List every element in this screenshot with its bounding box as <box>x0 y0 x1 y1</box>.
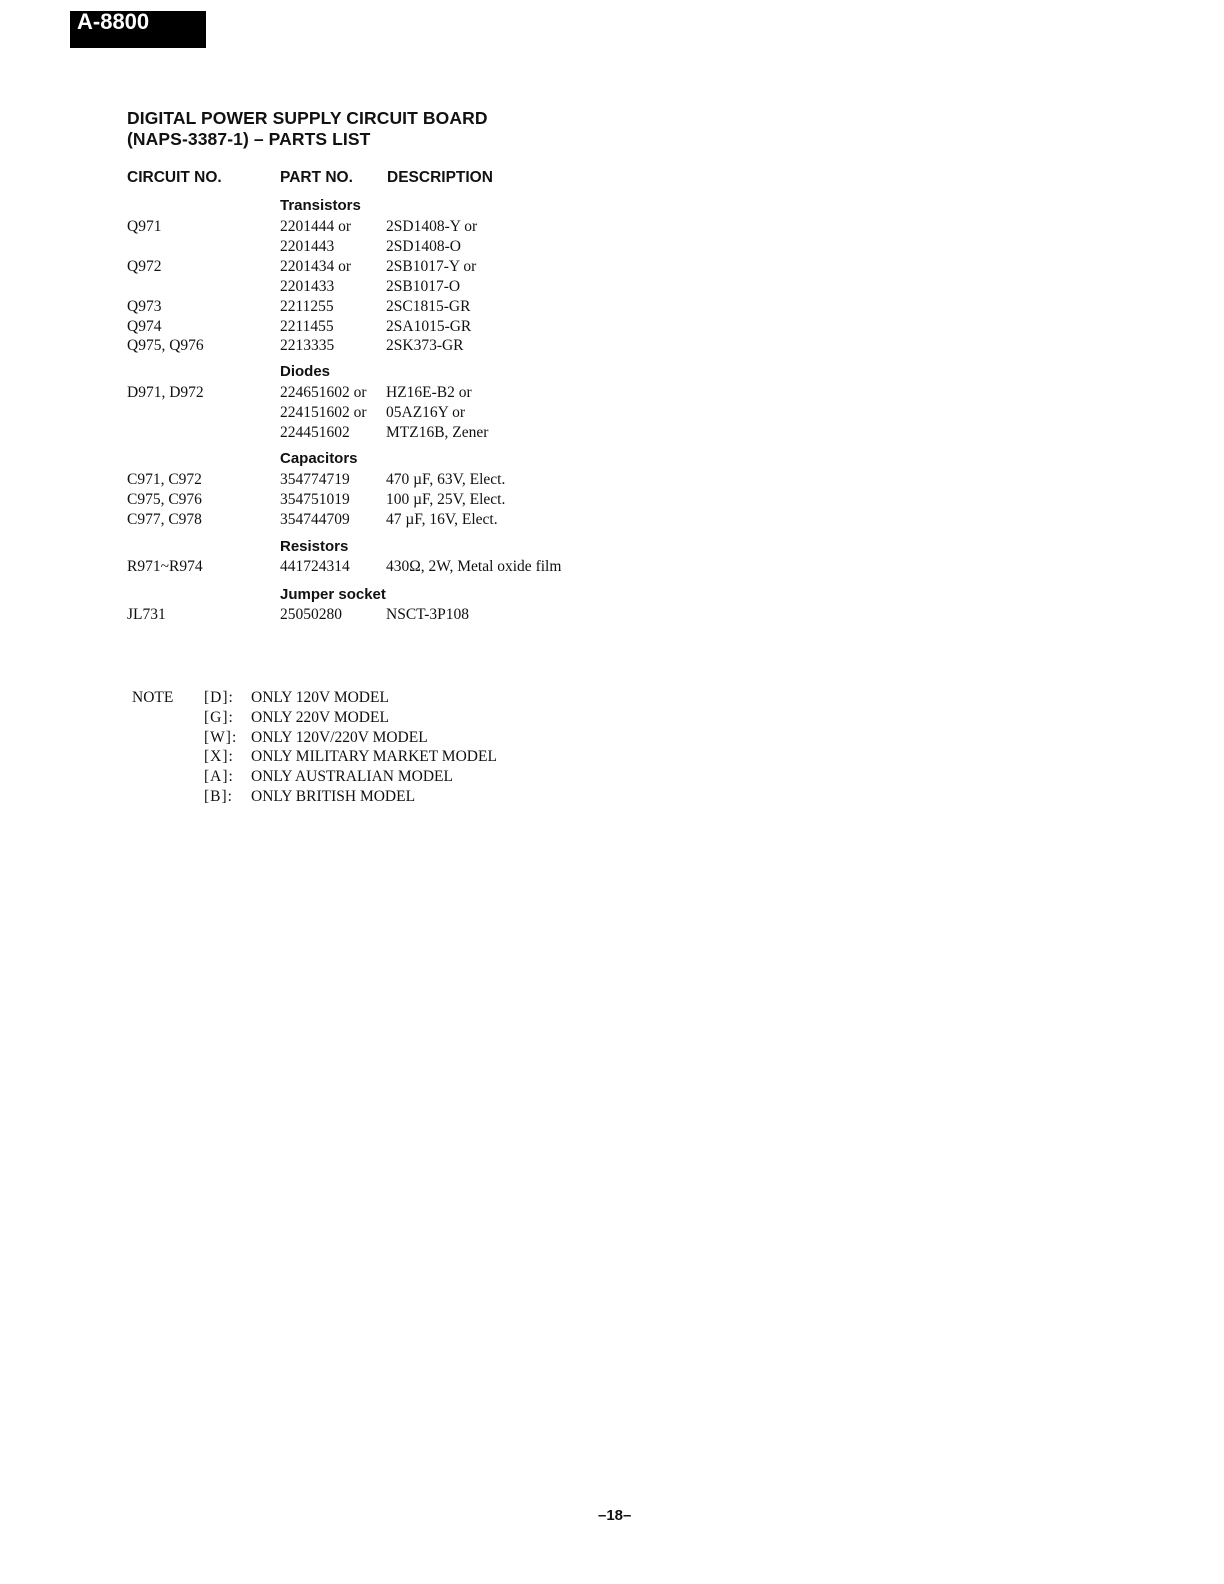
description-cell: 2SD1408-Y or <box>386 218 478 235</box>
circuit-no-cell: Q973 <box>127 297 162 315</box>
circuit-no-cell: Q975, Q976 <box>127 337 204 355</box>
description-cell: HZ16E-B2 or <box>386 384 472 401</box>
model-tab: A-8800 <box>70 11 206 48</box>
description-cell: 430Ω, 2W, Metal oxide film <box>386 558 562 575</box>
section-heading: Transistors <box>280 197 361 214</box>
note-text: ONLY BRITISH MODEL <box>251 788 416 805</box>
circuit-no-cell: Q971 <box>127 218 162 235</box>
section-heading: Diodes <box>280 363 331 380</box>
note-code: [B]: <box>204 788 233 805</box>
part-no-cell: 2201444 or <box>280 218 352 235</box>
description-cell: 2SD1408-O <box>386 237 461 255</box>
description-cell: 2SK373-GR <box>386 337 464 355</box>
note-text: ONLY 120V MODEL <box>251 689 389 706</box>
page-title <box>127 108 488 150</box>
part-no-cell: 2211255 <box>280 297 334 315</box>
note-text: ONLY 120V/220V MODEL <box>251 728 428 746</box>
description-cell: 470 µF, 63V, Elect. <box>386 471 506 488</box>
circuit-no-cell: Q972 <box>127 257 162 275</box>
note-text: ONLY AUSTRALIAN MODEL <box>251 768 453 786</box>
title-line-2: (NAPS-3387-1) – PARTS LIST <box>127 129 371 149</box>
part-no-cell: 441724314 <box>280 558 350 575</box>
circuit-no-cell: Q974 <box>127 317 162 335</box>
circuit-no-cell: C971, C972 <box>127 471 202 488</box>
section-heading: Capacitors <box>280 450 358 467</box>
part-no-cell: 2213335 <box>280 337 335 355</box>
description-cell: 2SB1017-Y or <box>386 257 477 275</box>
part-no-cell: 224151602 or <box>280 403 367 421</box>
description-cell: 05AZ16Y or <box>386 403 466 421</box>
note-code: [W]: <box>204 728 238 746</box>
part-no-cell: 354774719 <box>280 471 350 488</box>
header-circuit-no: CIRCUIT NO. <box>127 169 222 186</box>
note-label: NOTE <box>132 689 174 706</box>
note-code: [A]: <box>204 768 234 786</box>
circuit-no-cell: C975, C976 <box>127 490 202 508</box>
section-heading: Resistors <box>280 538 349 555</box>
part-no-cell: 224451602 <box>280 423 350 441</box>
title-line-1: DIGITAL POWER SUPPLY CIRCUIT BOARD <box>127 108 488 128</box>
note-code: [X]: <box>204 748 234 766</box>
part-no-cell: 354751019 <box>280 490 350 508</box>
circuit-no-cell: R971~R974 <box>127 558 203 575</box>
note-code: [G]: <box>204 708 234 726</box>
note-text: ONLY 220V MODEL <box>251 708 389 726</box>
header-description: DESCRIPTION <box>387 169 493 186</box>
part-no-cell: 354744709 <box>280 510 350 528</box>
circuit-no-cell: JL731 <box>127 606 166 623</box>
page-number: –18– <box>598 1507 632 1524</box>
part-no-cell: 25050280 <box>280 606 342 623</box>
part-no-cell: 2201443 <box>280 237 335 255</box>
header-part-no: PART NO. <box>280 169 353 186</box>
part-no-cell: 224651602 or <box>280 384 367 401</box>
circuit-no-cell: C977, C978 <box>127 510 202 528</box>
description-cell: 47 µF, 16V, Elect. <box>386 510 498 528</box>
part-no-cell: 2211455 <box>280 317 334 335</box>
part-no-cell: 2201433 <box>280 277 335 295</box>
circuit-no-cell: D971, D972 <box>127 384 204 401</box>
description-cell: 2SA1015-GR <box>386 317 472 335</box>
description-cell: 2SB1017-O <box>386 277 461 295</box>
note-text: ONLY MILITARY MARKET MODEL <box>251 748 497 766</box>
description-cell: NSCT-3P108 <box>386 606 469 623</box>
description-cell: MTZ16B, Zener <box>386 423 489 441</box>
section-heading: Jumper socket <box>280 586 386 603</box>
description-cell: 100 µF, 25V, Elect. <box>386 490 506 508</box>
part-no-cell: 2201434 or <box>280 257 352 275</box>
note-code: [D]: <box>204 689 234 706</box>
description-cell: 2SC1815-GR <box>386 297 471 315</box>
